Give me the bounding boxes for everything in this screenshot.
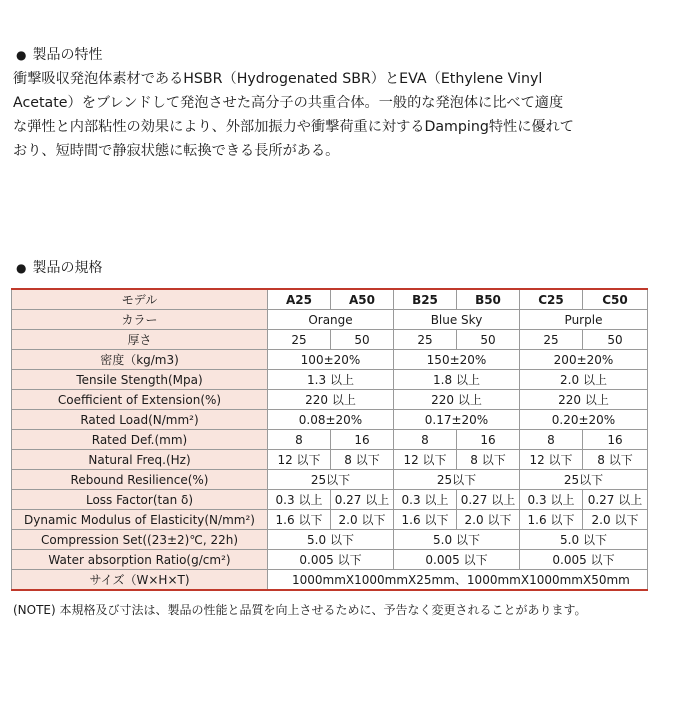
table-cell: 220 以上 [268, 390, 394, 410]
features-line: おり、短時間で静寂状態に転換できる長所がある。 [13, 143, 340, 159]
model-cell: B25 [394, 289, 457, 310]
row-label: 密度（kg/m3) [12, 350, 268, 370]
table-cell: 5.0 以下 [520, 530, 648, 550]
row-label: Rated Load(N/mm²) [12, 410, 268, 430]
table-cell: 0.27 以上 [583, 490, 648, 510]
table-cell: 150±20% [394, 350, 520, 370]
specs-heading-text: 製品の規格 [32, 260, 103, 276]
table-cell: 25以下 [520, 470, 648, 490]
table-cell: 0.27 以上 [457, 490, 520, 510]
table-row-thickness [12, 330, 648, 350]
row-label: Rated Def.(mm) [12, 430, 268, 450]
table-cell: 50 [457, 330, 520, 350]
table-row-color [12, 310, 648, 330]
model-cell: A50 [331, 289, 394, 310]
table-row-water-absorption [12, 550, 648, 570]
table-cell: 25以下 [268, 470, 394, 490]
table-cell: 25 [520, 330, 583, 350]
table-cell: 0.3 以上 [268, 490, 331, 510]
table-cell: 1.3 以上 [268, 370, 394, 390]
table-cell: 16 [583, 430, 648, 450]
table-cell: 1.8 以上 [394, 370, 520, 390]
table-cell: 8 [520, 430, 583, 450]
disclaimer-note: (NOTE) 本規格及び寸法は、製品の性能と品質を向上させるために、予告なく変更されることがあります。 [13, 603, 587, 617]
table-cell: 2.0 以下 [583, 510, 648, 530]
table-cell: 0.005 以下 [268, 550, 394, 570]
row-label: 厚さ [12, 330, 268, 350]
model-cell: A25 [268, 289, 331, 310]
bullet-icon: ● [16, 261, 27, 275]
table-row-size [12, 570, 648, 591]
table-row-dynamic-modulus [12, 510, 648, 530]
row-label: Coefficient of Extension(%) [12, 390, 268, 410]
table-cell: 5.0 以下 [268, 530, 394, 550]
features-line: Acetate）をブレンドして発泡させた高分子の共重合体。一般的な発泡体に比べて適度 [13, 95, 564, 111]
table-cell: Purple [520, 310, 648, 330]
table-cell: 100±20% [268, 350, 394, 370]
specs-table [11, 288, 648, 591]
table-row-model [12, 289, 648, 310]
table-cell: 0.005 以下 [394, 550, 520, 570]
table-cell: 200±20% [520, 350, 648, 370]
table-cell: 50 [583, 330, 648, 350]
row-label: サイズ（W×H×T) [12, 570, 268, 591]
table-cell: 2.0 以下 [331, 510, 394, 530]
table-cell: 5.0 以下 [394, 530, 520, 550]
table-cell: 220 以上 [520, 390, 648, 410]
table-cell: 1.6 以下 [394, 510, 457, 530]
table-cell: 16 [457, 430, 520, 450]
table-cell: 1.6 以下 [520, 510, 583, 530]
table-cell: 0.3 以上 [394, 490, 457, 510]
features-heading [16, 46, 102, 64]
row-label: Loss Factor(tan δ) [12, 490, 268, 510]
table-cell: 8 [394, 430, 457, 450]
table-cell: 8 以下 [583, 450, 648, 470]
table-row-extension [12, 390, 648, 410]
table-cell: 2.0 以上 [520, 370, 648, 390]
table-cell: 1.6 以下 [268, 510, 331, 530]
table-cell: 0.005 以下 [520, 550, 648, 570]
table-row-rebound [12, 470, 648, 490]
table-cell: 0.20±20% [520, 410, 648, 430]
model-cell: C50 [583, 289, 648, 310]
table-cell: Blue Sky [394, 310, 520, 330]
table-cell: 0.27 以上 [331, 490, 394, 510]
table-row-loss-factor [12, 490, 648, 510]
row-label: Compression Set((23±2)℃, 22h) [12, 530, 268, 550]
table-cell: 8 以下 [457, 450, 520, 470]
row-label: カラー [12, 310, 268, 330]
table-row-rated-load [12, 410, 648, 430]
table-cell: 12 以下 [268, 450, 331, 470]
bullet-icon: ● [16, 48, 27, 62]
table-cell: 25以下 [394, 470, 520, 490]
table-row-natural-freq [12, 450, 648, 470]
table-cell: 25 [394, 330, 457, 350]
features-heading-text: 製品の特性 [32, 47, 103, 63]
table-cell: 1000mmX1000mmX25mm、1000mmX1000mmX50mm [268, 570, 648, 591]
features-line: な弾性と内部粘性の効果により、外部加振力や衝撃荷重に対するDamping特性に優れて [13, 119, 574, 135]
row-label: モデル [12, 289, 268, 310]
table-row-tensile [12, 370, 648, 390]
features-line: 衝撃吸収発泡体素材であるHSBR（Hydrogenated SBR）とEVA（Ethylene Vinyl [13, 71, 543, 87]
model-cell: C25 [520, 289, 583, 310]
table-cell: 220 以上 [394, 390, 520, 410]
table-cell: 12 以下 [394, 450, 457, 470]
specs-heading [16, 259, 102, 277]
table-row-rated-def [12, 430, 648, 450]
row-label: Natural Freq.(Hz) [12, 450, 268, 470]
row-label: Tensile Stength(Mpa) [12, 370, 268, 390]
row-label: Rebound Resilience(%) [12, 470, 268, 490]
table-cell: Orange [268, 310, 394, 330]
table-row-density [12, 350, 648, 370]
table-row-compression-set [12, 530, 648, 550]
table-cell: 0.17±20% [394, 410, 520, 430]
row-label: Water absorption Ratio(g/cm²) [12, 550, 268, 570]
row-label: Dynamic Modulus of Elasticity(N/mm²) [12, 510, 268, 530]
table-cell: 16 [331, 430, 394, 450]
features-description [13, 67, 653, 163]
table-cell: 12 以下 [520, 450, 583, 470]
table-cell: 0.3 以上 [520, 490, 583, 510]
table-cell: 0.08±20% [268, 410, 394, 430]
table-cell: 8 [268, 430, 331, 450]
table-cell: 50 [331, 330, 394, 350]
model-cell: B50 [457, 289, 520, 310]
table-cell: 2.0 以下 [457, 510, 520, 530]
table-cell: 8 以下 [331, 450, 394, 470]
table-cell: 25 [268, 330, 331, 350]
